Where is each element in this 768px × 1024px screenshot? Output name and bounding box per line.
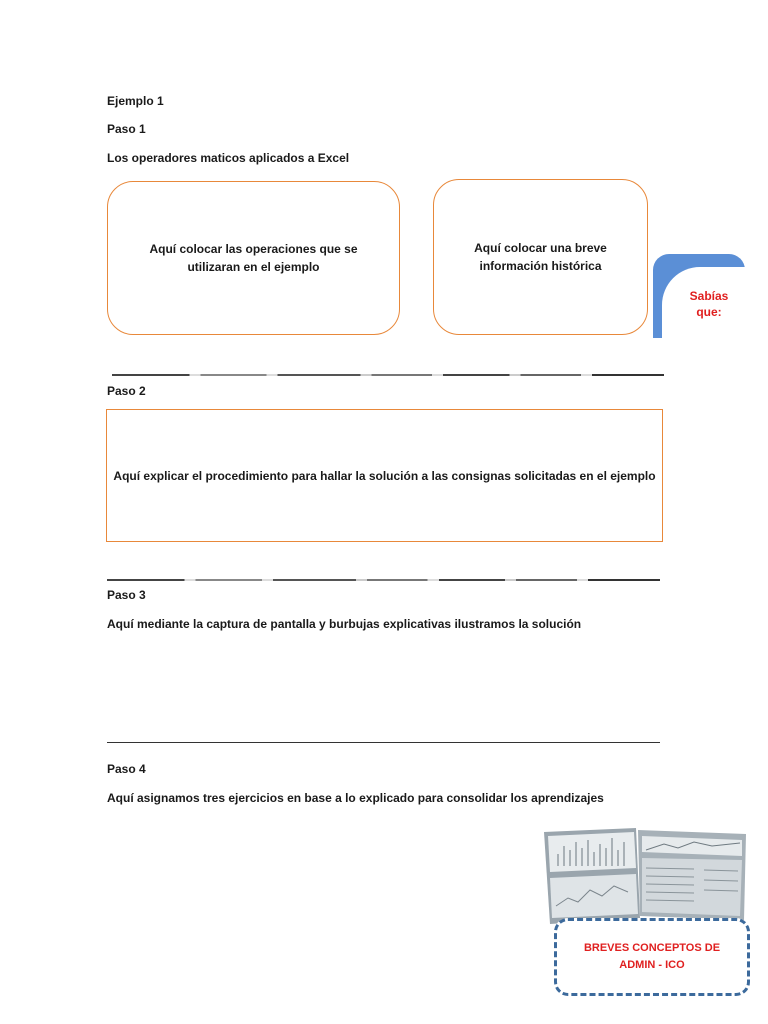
procedure-box-text: Aquí explicar el procedimiento para hallar la solución a las consignas solicitadas en el ejemplo [113, 468, 656, 483]
paso3-description: Aquí mediante la captura de pantalla y burbujas explicativas ilustramos la solución [107, 617, 582, 631]
paso4-description: Aquí asignamos tres ejercicios en base a lo explicado para consolidar los aprendizajes [107, 791, 604, 805]
sabias-que-tab [653, 254, 745, 338]
procedure-box [106, 409, 663, 542]
paso1-label: Paso 1 [107, 122, 146, 136]
paso2-label: Paso 2 [107, 384, 146, 398]
divider-2 [107, 579, 660, 581]
paso4-label: Paso 4 [107, 762, 146, 776]
ejemplo-title: Ejemplo 1 [107, 94, 164, 108]
sabias-que-text: Sabías que: [689, 289, 729, 319]
history-box-text: Aquí colocar una breve información histórica [474, 241, 607, 273]
divider-3 [107, 742, 660, 743]
paso1-description: Los operadores maticos aplicados a Excel [107, 151, 350, 165]
history-box [433, 179, 648, 335]
breves-conceptos-text: BREVES CONCEPTOS DE ADMIN - ICO [583, 942, 721, 971]
divider-1 [112, 374, 664, 376]
trading-screens-icon [544, 828, 746, 924]
operations-box [107, 181, 400, 335]
paso3-label: Paso 3 [107, 588, 146, 602]
operations-box-text: Aquí colocar las operaciones que se utilizaran en el ejemplo [149, 242, 358, 274]
breves-conceptos-badge [554, 918, 750, 996]
